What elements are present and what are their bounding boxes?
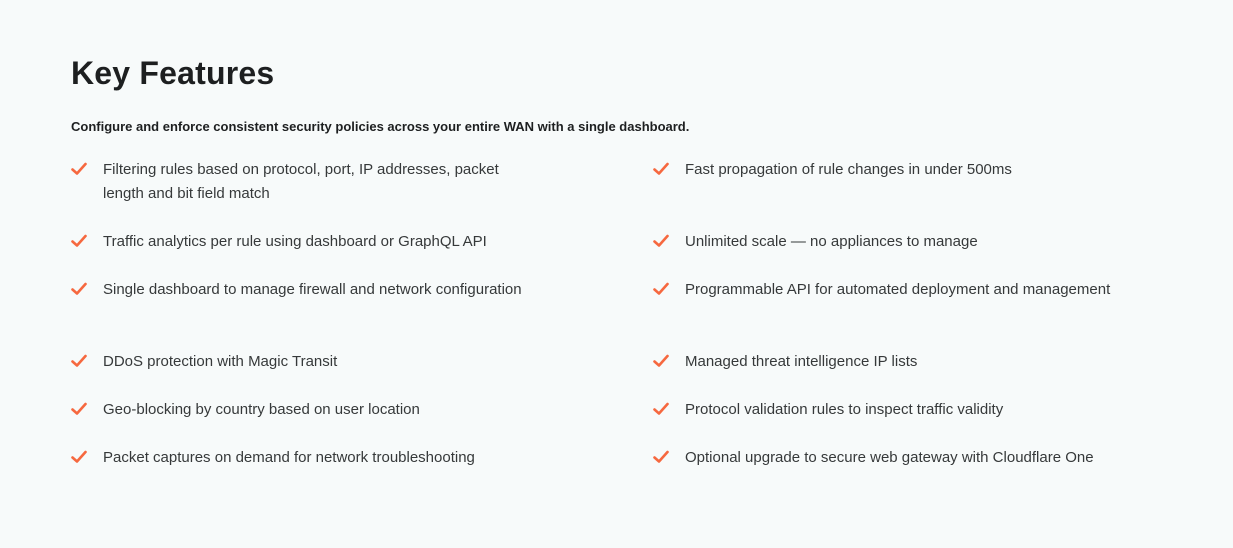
check-icon	[71, 402, 89, 418]
feature-label: Packet captures on demand for network troubleshooting	[103, 449, 475, 466]
feature-label: Managed threat intelligence IP lists	[685, 353, 918, 370]
check-icon	[653, 162, 671, 178]
feature-label: Geo-blocking by country based on user location	[103, 401, 420, 418]
feature-item	[653, 280, 1113, 302]
check-icon	[71, 354, 89, 370]
feature-item	[71, 280, 531, 302]
feature-label: DDoS protection with Magic Transit	[103, 353, 338, 370]
feature-label: Filtering rules based on protocol, port, IP addresses, packet length and bit field match	[103, 161, 499, 202]
section-title: Key Features	[71, 55, 275, 91]
check-icon	[653, 234, 671, 250]
feature-item	[653, 232, 1113, 254]
feature-label: Single dashboard to manage firewall and network configuration	[103, 281, 522, 298]
section-subtitle: Configure and enforce consistent security policies across your entire WAN with a single dashboard.	[71, 119, 690, 134]
feature-item	[71, 160, 531, 206]
feature-label: Optional upgrade to secure web gateway with Cloudflare One	[685, 449, 1094, 466]
check-icon	[653, 450, 671, 466]
feature-item	[653, 352, 1113, 374]
feature-item	[653, 400, 1113, 422]
feature-label: Traffic analytics per rule using dashboard or GraphQL API	[103, 233, 487, 250]
feature-item	[71, 352, 531, 374]
check-icon	[71, 282, 89, 298]
feature-item	[653, 160, 1113, 182]
feature-label: Protocol validation rules to inspect traffic validity	[685, 401, 1004, 418]
check-icon	[71, 450, 89, 466]
feature-item	[71, 232, 531, 254]
feature-label: Unlimited scale — no appliances to manage	[685, 233, 978, 250]
check-icon	[653, 282, 671, 298]
feature-item	[653, 448, 1113, 470]
check-icon	[653, 354, 671, 370]
feature-item	[71, 400, 531, 422]
feature-label: Fast propagation of rule changes in under 500ms	[685, 161, 1012, 178]
feature-label: Programmable API for automated deployment and management	[685, 281, 1111, 298]
key-features-section	[71, 52, 1171, 466]
feature-item	[71, 448, 531, 470]
check-icon	[653, 402, 671, 418]
check-icon	[71, 162, 89, 178]
check-icon	[71, 234, 89, 250]
